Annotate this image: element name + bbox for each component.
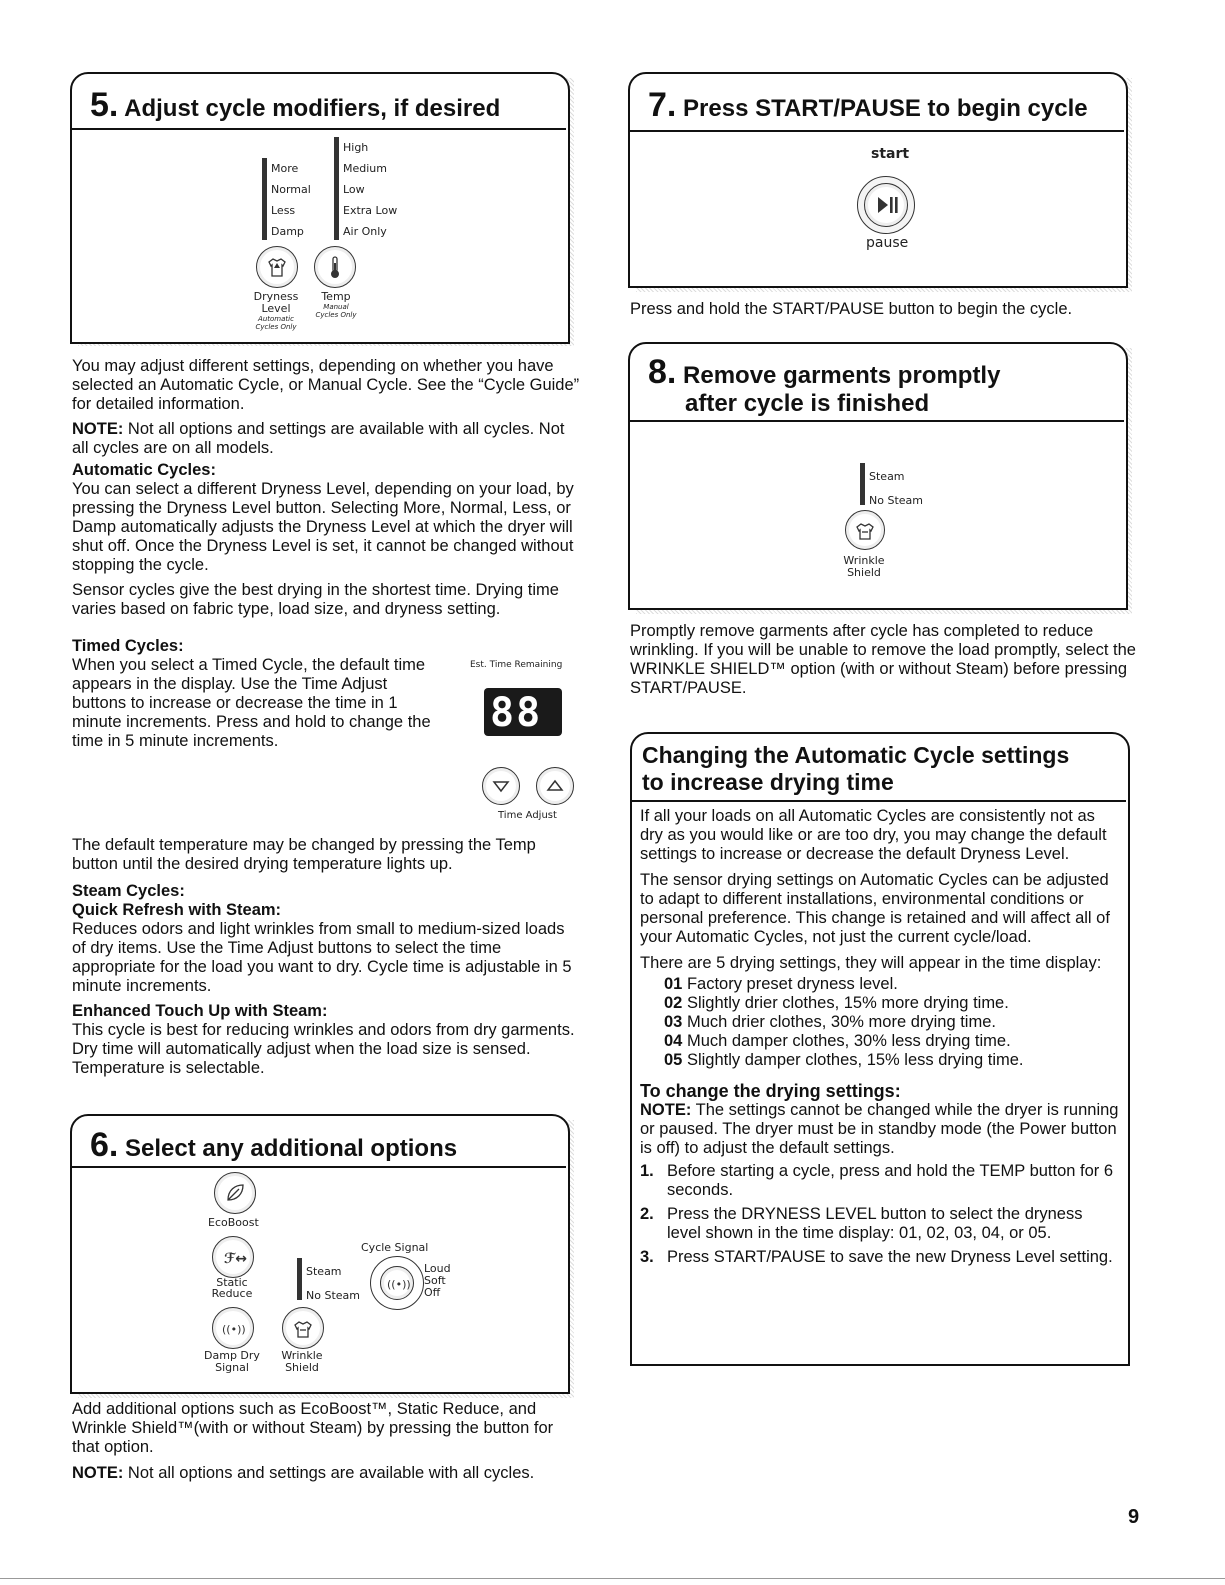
no-steam-option: No Steam — [869, 494, 923, 507]
step-number: 3. — [640, 1248, 654, 1266]
temp-medium: Medium — [343, 162, 387, 175]
section-title: Press START/PAUSE to begin cycle — [683, 95, 1088, 122]
signal-off: Off — [424, 1286, 441, 1299]
wrinkle-shield-button[interactable] — [845, 510, 885, 550]
temp-low: Low — [343, 183, 365, 196]
shield-shirt-icon — [283, 1308, 323, 1348]
temp-high: High — [343, 141, 369, 154]
step-item — [640, 1248, 1120, 1267]
dryness-level-button[interactable] — [256, 246, 298, 288]
changing-settings-body — [640, 807, 1120, 1267]
shirt-icon — [257, 247, 297, 287]
divider — [72, 1166, 566, 1168]
damp-dry-signal-label — [202, 1350, 262, 1374]
indicator-bar — [860, 463, 865, 505]
timed-cycles-heading: Timed Cycles: — [72, 637, 184, 655]
temp-button[interactable] — [314, 246, 356, 288]
quick-refresh-heading: Quick Refresh with Steam: — [72, 901, 282, 919]
triangle-up-icon — [537, 768, 573, 804]
setting-code: 05 — [664, 1051, 683, 1069]
signal-soft: Soft — [424, 1274, 446, 1287]
divider — [632, 800, 1126, 802]
static-icon — [213, 1237, 253, 1277]
section-5-header — [90, 86, 500, 125]
section-number: 5. — [90, 86, 119, 124]
dryness-level-label — [246, 291, 306, 331]
label-line: Dryness — [253, 290, 299, 303]
change-settings-heading: To change the drying settings: — [640, 1081, 901, 1101]
note-label: NOTE: — [72, 1464, 124, 1482]
setting-text: Much drier clothes, 30% more drying time. — [682, 1013, 996, 1031]
wrinkle-shield-label — [272, 1350, 332, 1374]
automatic-cycles-text: You can select a different Dryness Level, depending on your load, by pressing the Dryness Level button. Selecting More, Normal, Less, or Damp automatically adjusts the Dryness Level at which the dryer will shut off. Once the Dryness Level is set, it cannot be changed without stopping the cycle. — [72, 480, 574, 574]
time-display — [484, 688, 562, 736]
sensor-cycles-text: Sensor cycles give the best drying in the shortest time. Drying time varies based on fabric type, load size, and dryness setting. — [72, 581, 559, 618]
note-text: Not all options and settings are available with all cycles. Not all cycles are on all models. — [72, 420, 565, 457]
list-item — [664, 994, 1120, 1013]
no-steam-option: No Steam — [306, 1289, 360, 1302]
note-label: NOTE: — [72, 420, 124, 438]
setting-code: 04 — [664, 1032, 683, 1050]
setting-code: 02 — [664, 994, 683, 1012]
label-line: Damp Dry — [204, 1349, 260, 1362]
section-title-line2: after cycle is finished — [685, 390, 930, 417]
temp-extra-low: Extra Low — [343, 204, 398, 217]
header-line1: Changing the Automatic Cycle settings — [642, 742, 1070, 768]
quick-refresh-text: Reduces odors and light wrinkles from small to medium-sized loads of dry items. Use the Time Adjust buttons to select the time appropriate for the load you want to dry. Cycle time is adjustable in 5 minute increments. — [72, 920, 572, 995]
section-8-header — [648, 353, 1001, 418]
step-text: Press START/PAUSE to save the new Dryness Level setting. — [667, 1248, 1113, 1266]
remove-garments-paragraph: Promptly remove garments after cycle has completed to reduce wrinkling. If you will be unable to remove the load promptly, select the WRINKLE SHIELD™ option (with or without Steam) before pressing START/PAUSE. — [630, 622, 1136, 697]
shield-shirt-icon — [846, 511, 884, 549]
static-reduce-button[interactable] — [212, 1236, 254, 1278]
thermometer-icon — [315, 247, 355, 287]
label-line: Wrinkle — [281, 1349, 323, 1362]
dryness-less: Less — [271, 204, 296, 217]
step-text: Before starting a cycle, press and hold the TEMP button for 6 seconds. — [667, 1162, 1114, 1199]
section-7-text — [630, 300, 1130, 319]
changing-settings-header — [642, 742, 1069, 796]
list-item — [664, 1051, 1120, 1070]
play-pause-icon — [865, 184, 907, 226]
note-paragraph — [640, 1101, 1120, 1158]
wrinkle-shield-button[interactable] — [282, 1307, 324, 1349]
start-label: start — [871, 146, 910, 162]
signal-loud: Loud — [424, 1262, 451, 1275]
timed-cycles-block — [72, 637, 432, 751]
paragraph-2: The sensor drying settings on Automatic Cycles can be adjusted to adapt to different installations, environmental conditions or personal preference. This change is retained and will affect all of your Automatic Cycles, not just the current cycle/load. — [640, 871, 1110, 946]
page-edge — [0, 1578, 1225, 1579]
svg-text:((•)): ((•)) — [222, 1323, 246, 1336]
time-display-digits: 88 — [490, 690, 543, 736]
est-time-label: Est. Time Remaining — [470, 660, 563, 670]
time-down-button[interactable] — [482, 767, 520, 805]
section-title: Adjust cycle modifiers, if desired — [124, 95, 501, 122]
label-sub: Cycles Only — [255, 323, 297, 331]
svg-text:ℱ↔: ℱ↔ — [224, 1251, 248, 1267]
svg-text:((•)): ((•)) — [387, 1278, 411, 1291]
section-number: 7. — [648, 86, 677, 124]
temp-paragraph: The default temperature may be changed by pressing the Temp button until the desired drying temperature lights up. — [72, 836, 536, 873]
setting-text: Much damper clothes, 30% less drying time. — [682, 1032, 1011, 1050]
paragraph-3: There are 5 drying settings, they will appear in the time display: — [640, 954, 1102, 972]
note-text: The settings cannot be changed while the dryer is running or paused. The dryer must be in standby mode (the Power button is off) to adjust the default settings. — [640, 1101, 1119, 1157]
list-item — [664, 975, 1120, 994]
cycle-signal-button[interactable] — [380, 1266, 414, 1300]
header-line2: to increase drying time — [642, 769, 894, 795]
list-item — [664, 1032, 1120, 1051]
dryness-damp: Damp — [271, 225, 304, 238]
label-line: Temp — [321, 290, 351, 303]
pause-label: pause — [866, 235, 909, 251]
note-label: NOTE: — [640, 1101, 692, 1119]
start-pause-button[interactable] — [864, 183, 908, 227]
setting-text: Factory preset dryness level. — [682, 975, 898, 993]
paragraph-1: If all your loads on all Automatic Cycles are consistently not as dry as you would like or are too dry, you may change the default settings to increase or decrease the default Dryness Level. — [640, 807, 1107, 863]
list-item — [664, 1013, 1120, 1032]
note-paragraph — [72, 420, 580, 458]
options-paragraph: Add additional options such as EcoBoost™, Static Reduce, and Wrinkle Shield™(with or without Steam) by pressing the button for that option. — [72, 1400, 554, 1456]
setting-code: 03 — [664, 1013, 683, 1031]
timed-cycles-text: When you select a Timed Cycle, the default time appears in the display. Use the Time Adjust buttons to increase or decrease the time in 1 minute increments. Press and hold to change the time in 5 minute increments. — [72, 656, 431, 750]
divider — [630, 420, 1124, 422]
cycle-signal-options — [424, 1263, 451, 1299]
divider — [630, 130, 1124, 132]
label-line: Level — [261, 302, 291, 315]
intro-paragraph: You may adjust different settings, depending on whether you have selected an Automatic Cycle, or Manual Cycle. See the “Cycle Guide” for detailed information. — [72, 357, 580, 413]
ecoboost-label: EcoBoost — [208, 1216, 259, 1229]
label-line: Static — [216, 1276, 248, 1289]
automatic-cycles-heading: Automatic Cycles: — [72, 461, 216, 479]
dryness-normal: Normal — [271, 183, 311, 196]
start-paragraph: Press and hold the START/PAUSE button to begin the cycle. — [630, 300, 1073, 318]
static-reduce-label — [206, 1277, 258, 1299]
section-number: 8. — [648, 353, 677, 391]
divider — [72, 128, 566, 130]
label-sub: Cycles Only — [315, 311, 357, 319]
note-text: Not all options and settings are available with all cycles. — [123, 1464, 535, 1482]
label-line: Signal — [215, 1361, 249, 1374]
section-number: 6. — [90, 1126, 119, 1164]
step-number: 1. — [640, 1162, 654, 1180]
section-title: Select any additional options — [125, 1135, 458, 1162]
leaf-icon — [215, 1173, 255, 1213]
setting-text: Slightly drier clothes, 15% more drying time. — [682, 994, 1009, 1012]
steam-option: Steam — [306, 1265, 342, 1278]
section-6-text — [72, 1400, 572, 1483]
section-title-line1: Remove garments promptly — [683, 362, 1001, 389]
label-sub: Manual — [323, 303, 349, 311]
step-number: 2. — [640, 1205, 654, 1223]
indicator-bar — [297, 1258, 302, 1300]
step-text: Press the DRYNESS LEVEL button to select the dryness level shown in the time display: 01, 02, 03, 04, or 05. — [667, 1205, 1083, 1242]
left-column-text — [72, 357, 580, 619]
step-item — [640, 1205, 1120, 1243]
triangle-down-icon — [483, 768, 519, 804]
steam-option: Steam — [869, 470, 905, 483]
indicator-bar — [334, 137, 339, 240]
setting-code: 01 — [664, 975, 683, 993]
label-line: Wrinkle — [843, 554, 885, 567]
page-number: 9 — [1128, 1506, 1140, 1528]
steps-list — [640, 1162, 1120, 1267]
label-line: Shield — [285, 1361, 319, 1374]
section-7-header — [648, 86, 1088, 125]
note-paragraph — [72, 1464, 572, 1483]
setting-text: Slightly damper clothes, 15% less drying time. — [682, 1051, 1024, 1069]
damp-dry-signal-button[interactable] — [212, 1307, 254, 1349]
wrinkle-shield-label — [834, 555, 894, 579]
sound-wave-icon — [213, 1308, 253, 1348]
indicator-bar — [262, 158, 267, 240]
speaker-icon — [381, 1267, 413, 1299]
touch-up-heading: Enhanced Touch Up with Steam: — [72, 1002, 328, 1020]
label-line: Shield — [847, 566, 881, 579]
temp-air-only: Air Only — [343, 225, 387, 238]
time-up-button[interactable] — [536, 767, 574, 805]
section-6-header — [90, 1126, 457, 1165]
step-item — [640, 1162, 1120, 1200]
ecoboost-button[interactable] — [214, 1172, 256, 1214]
label-sub: Automatic — [258, 315, 294, 323]
left-column-text-2 — [72, 836, 580, 1078]
cycle-signal-label: Cycle Signal — [361, 1241, 429, 1254]
steam-cycles-heading: Steam Cycles: — [72, 882, 185, 900]
label-line: Reduce — [211, 1287, 253, 1300]
section-8-text — [630, 622, 1140, 698]
drying-settings-list — [640, 975, 1120, 1070]
time-adjust-label: Time Adjust — [498, 810, 557, 821]
dryness-more: More — [271, 162, 299, 175]
temp-label — [306, 291, 366, 319]
touch-up-text: This cycle is best for reducing wrinkles and odors from dry garments. Dry time will automatically adjust when the load size is sensed. Temperature is selectable. — [72, 1021, 575, 1077]
